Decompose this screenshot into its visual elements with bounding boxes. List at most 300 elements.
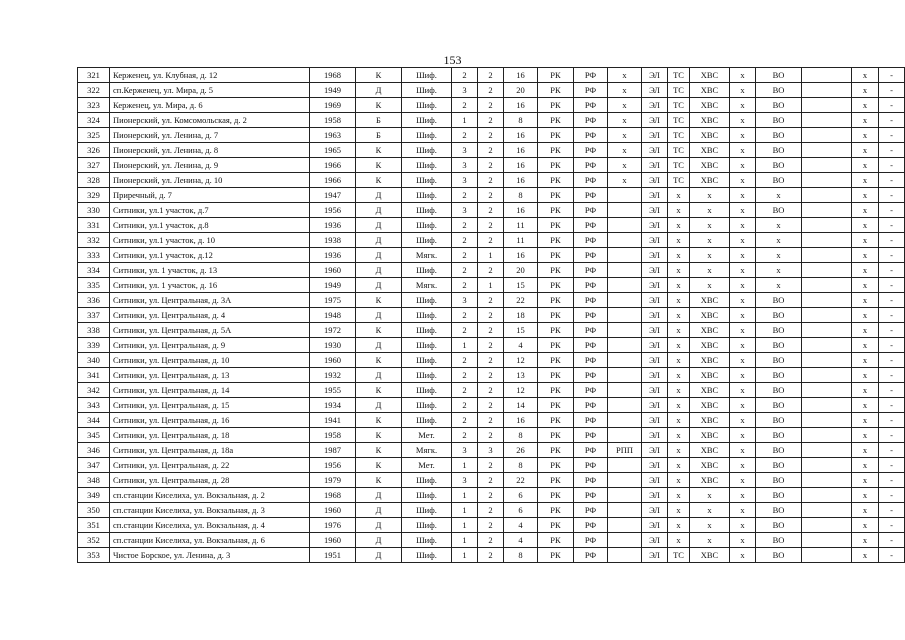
address-cell: сп.станции Киселиха, ул. Вокзальная, д. 3 — [110, 503, 310, 518]
table-cell: РК — [538, 308, 574, 323]
table-cell: РФ — [574, 113, 608, 128]
table-cell: ТС — [668, 98, 690, 113]
table-row — [78, 353, 905, 368]
table-cell: РФ — [574, 233, 608, 248]
row-number-cell: 332 — [78, 233, 110, 248]
table-cell: РФ — [574, 443, 608, 458]
table-cell: 3 — [452, 143, 478, 158]
table-cell: Мягк. — [402, 248, 452, 263]
table-cell: х — [730, 128, 756, 143]
table-cell: ТС — [668, 128, 690, 143]
table-cell: х — [852, 203, 879, 218]
table-cell: ХВС — [690, 473, 730, 488]
table-cell: х — [730, 473, 756, 488]
table-cell: РК — [538, 233, 574, 248]
table-row — [78, 338, 905, 353]
table-row — [78, 518, 905, 533]
table-cell: - — [879, 68, 905, 83]
table-cell: К — [356, 383, 402, 398]
table-cell: х — [690, 518, 730, 533]
table-cell: Д — [356, 188, 402, 203]
row-number-cell: 338 — [78, 323, 110, 338]
table-cell: ТС — [668, 113, 690, 128]
address-cell: сп.станции Киселиха, ул. Вокзальная, д. 4 — [110, 518, 310, 533]
table-cell: 1958 — [310, 428, 356, 443]
table-cell: х — [852, 323, 879, 338]
table-cell: х — [668, 428, 690, 443]
table-cell: х — [690, 533, 730, 548]
table-cell: 2 — [478, 143, 504, 158]
table-cell: Д — [356, 338, 402, 353]
table-cell: РК — [538, 188, 574, 203]
address-cell: Керженец, ул. Мира, д. 6 — [110, 98, 310, 113]
table-cell — [608, 383, 642, 398]
table-cell: ТС — [668, 548, 690, 563]
table-cell: х — [668, 203, 690, 218]
table-cell: х — [852, 473, 879, 488]
table-cell: - — [879, 263, 905, 278]
table-cell: ВО — [756, 398, 802, 413]
table-cell: х — [852, 488, 879, 503]
table-cell: РК — [538, 173, 574, 188]
table-cell: 6 — [504, 488, 538, 503]
row-number-cell: 326 — [78, 143, 110, 158]
table-cell: х — [852, 428, 879, 443]
table-cell — [802, 428, 852, 443]
table-cell: Мет. — [402, 458, 452, 473]
table-cell: Шиф. — [402, 173, 452, 188]
table-cell: 1947 — [310, 188, 356, 203]
table-cell: х — [690, 218, 730, 233]
address-cell: Ситники, ул.1 участок, д.8 — [110, 218, 310, 233]
address-cell: Чистое Борское, ул. Ленина, д. 3 — [110, 548, 310, 563]
table-cell: 2 — [478, 263, 504, 278]
table-cell: 2 — [452, 278, 478, 293]
table-cell: х — [756, 233, 802, 248]
table-cell: ЭЛ — [642, 488, 668, 503]
table-row — [78, 158, 905, 173]
table-cell: х — [756, 188, 802, 203]
table-cell: РФ — [574, 548, 608, 563]
table-cell: 3 — [452, 203, 478, 218]
address-cell: сп.станции Киселиха, ул. Вокзальная, д. 6 — [110, 533, 310, 548]
table-cell: 4 — [504, 518, 538, 533]
table-cell: х — [852, 443, 879, 458]
table-cell: х — [730, 398, 756, 413]
table-row — [78, 308, 905, 323]
table-cell: К — [356, 323, 402, 338]
table-cell — [608, 473, 642, 488]
address-cell: Ситники, ул. Центральная, д. 15 — [110, 398, 310, 413]
table-cell — [802, 353, 852, 368]
table-cell: РФ — [574, 263, 608, 278]
table-cell: 2 — [478, 518, 504, 533]
table-cell: РФ — [574, 203, 608, 218]
table-cell: ХВС — [690, 158, 730, 173]
table-cell: ВО — [756, 428, 802, 443]
table-row — [78, 143, 905, 158]
table-cell: Д — [356, 263, 402, 278]
table-cell: РК — [538, 128, 574, 143]
table-cell: Шиф. — [402, 488, 452, 503]
table-cell: К — [356, 353, 402, 368]
table-cell: ХВС — [690, 338, 730, 353]
table-cell: К — [356, 98, 402, 113]
table-cell: 1951 — [310, 548, 356, 563]
table-cell: - — [879, 248, 905, 263]
table-cell: РФ — [574, 518, 608, 533]
table-cell: ВО — [756, 308, 802, 323]
table-cell: - — [879, 338, 905, 353]
row-number-cell: 323 — [78, 98, 110, 113]
table-cell: РК — [538, 518, 574, 533]
table-cell: ХВС — [690, 323, 730, 338]
address-cell: Ситники, ул. Центральная, д. 3А — [110, 293, 310, 308]
table-cell: х — [730, 233, 756, 248]
table-cell — [608, 188, 642, 203]
table-cell: РФ — [574, 368, 608, 383]
table-cell: х — [608, 113, 642, 128]
table-cell: ВО — [756, 128, 802, 143]
table-cell: - — [879, 323, 905, 338]
table-cell: 1936 — [310, 218, 356, 233]
table-cell: РФ — [574, 383, 608, 398]
table-cell: 2 — [452, 308, 478, 323]
table-cell: РК — [538, 353, 574, 368]
table-cell: Шиф. — [402, 308, 452, 323]
table-row — [78, 533, 905, 548]
table-cell: 2 — [478, 293, 504, 308]
table-cell — [802, 293, 852, 308]
address-cell: Ситники, ул. Центральная, д. 18а — [110, 443, 310, 458]
row-number-cell: 324 — [78, 113, 110, 128]
table-cell: 1958 — [310, 113, 356, 128]
table-cell: 3 — [452, 473, 478, 488]
table-cell: РФ — [574, 338, 608, 353]
table-cell: 1938 — [310, 233, 356, 248]
table-cell: ТС — [668, 83, 690, 98]
table-cell: 1960 — [310, 503, 356, 518]
table-row — [78, 443, 905, 458]
address-cell: Ситники, ул. Центральная, д. 18 — [110, 428, 310, 443]
table-cell: Мягк. — [402, 443, 452, 458]
table-cell — [608, 428, 642, 443]
table-cell: ЭЛ — [642, 233, 668, 248]
table-cell: РК — [538, 98, 574, 113]
table-cell: РК — [538, 203, 574, 218]
table-cell: РФ — [574, 458, 608, 473]
table-cell: х — [668, 293, 690, 308]
table-cell: 2 — [478, 503, 504, 518]
table-cell: х — [608, 68, 642, 83]
table-cell: РФ — [574, 488, 608, 503]
row-number-cell: 342 — [78, 383, 110, 398]
table-cell: РК — [538, 533, 574, 548]
row-number-cell: 340 — [78, 353, 110, 368]
table-cell: ВО — [756, 383, 802, 398]
table-cell: ХВС — [690, 428, 730, 443]
table-cell — [608, 548, 642, 563]
table-cell: - — [879, 503, 905, 518]
table-cell: Д — [356, 368, 402, 383]
row-number-cell: 334 — [78, 263, 110, 278]
table-cell — [608, 488, 642, 503]
row-number-cell: 331 — [78, 218, 110, 233]
row-number-cell: 333 — [78, 248, 110, 263]
table-cell: х — [730, 368, 756, 383]
table-cell: РК — [538, 413, 574, 428]
table-row — [78, 128, 905, 143]
table-cell: К — [356, 443, 402, 458]
table-cell: х — [852, 308, 879, 323]
table-cell — [608, 263, 642, 278]
table-cell: К — [356, 428, 402, 443]
table-cell: х — [730, 428, 756, 443]
table-cell: 1949 — [310, 278, 356, 293]
table-cell: ЭЛ — [642, 473, 668, 488]
table-row — [78, 398, 905, 413]
table-cell — [802, 218, 852, 233]
table-cell: Шиф. — [402, 98, 452, 113]
table-cell: 1 — [452, 503, 478, 518]
table-cell: РФ — [574, 428, 608, 443]
table-cell: - — [879, 188, 905, 203]
table-cell: РК — [538, 383, 574, 398]
table-row — [78, 68, 905, 83]
table-cell — [608, 233, 642, 248]
table-cell: Б — [356, 113, 402, 128]
table-cell: Шиф. — [402, 503, 452, 518]
table-cell: ЭЛ — [642, 83, 668, 98]
table-cell: Д — [356, 248, 402, 263]
address-cell: Керженец, ул. Клубная, д. 12 — [110, 68, 310, 83]
table-cell: ЭЛ — [642, 128, 668, 143]
table-cell: х — [852, 128, 879, 143]
table-cell: ХВС — [690, 308, 730, 323]
table-cell: - — [879, 83, 905, 98]
table-cell: Д — [356, 83, 402, 98]
table-cell: х — [852, 413, 879, 428]
table-cell — [802, 548, 852, 563]
table-cell: х — [608, 128, 642, 143]
table-cell: ХВС — [690, 98, 730, 113]
row-number-cell: 346 — [78, 443, 110, 458]
address-cell: Ситники, ул. Центральная, д. 14 — [110, 383, 310, 398]
table-row — [78, 473, 905, 488]
row-number-cell: 343 — [78, 398, 110, 413]
table-cell: 1955 — [310, 383, 356, 398]
table-cell: РК — [538, 443, 574, 458]
table-cell: 8 — [504, 428, 538, 443]
table-cell: ТС — [668, 173, 690, 188]
row-number-cell: 335 — [78, 278, 110, 293]
table-cell: РК — [538, 488, 574, 503]
table-cell: ЭЛ — [642, 368, 668, 383]
table-cell: ВО — [756, 353, 802, 368]
table-cell: ХВС — [690, 68, 730, 83]
table-row — [78, 383, 905, 398]
table-cell: - — [879, 413, 905, 428]
table-cell: Д — [356, 278, 402, 293]
table-cell: 6 — [504, 503, 538, 518]
row-number-cell: 330 — [78, 203, 110, 218]
table-cell: 1956 — [310, 203, 356, 218]
table-cell: х — [730, 68, 756, 83]
table-cell — [802, 173, 852, 188]
table-cell: К — [356, 293, 402, 308]
table-cell: К — [356, 143, 402, 158]
table-row — [78, 218, 905, 233]
table-cell: РФ — [574, 68, 608, 83]
table-row — [78, 503, 905, 518]
table-cell: 20 — [504, 263, 538, 278]
table-cell: Шиф. — [402, 383, 452, 398]
table-cell: ВО — [756, 533, 802, 548]
table-cell: 22 — [504, 293, 538, 308]
table-cell: РК — [538, 218, 574, 233]
table-cell: - — [879, 398, 905, 413]
table-row — [78, 188, 905, 203]
table-cell: 2 — [452, 188, 478, 203]
address-cell: Ситники, ул. Центральная, д. 5А — [110, 323, 310, 338]
table-cell: - — [879, 173, 905, 188]
table-cell: - — [879, 548, 905, 563]
table-cell: ХВС — [690, 113, 730, 128]
table-cell: 2 — [478, 233, 504, 248]
address-cell: Ситники, ул. Центральная, д. 10 — [110, 353, 310, 368]
table-row — [78, 233, 905, 248]
table-cell: х — [852, 188, 879, 203]
table-cell: ЭЛ — [642, 248, 668, 263]
table-cell: Шиф. — [402, 398, 452, 413]
table-cell: Д — [356, 518, 402, 533]
table-cell: ВО — [756, 203, 802, 218]
table-cell: К — [356, 68, 402, 83]
table-cell: 2 — [452, 428, 478, 443]
row-number-cell: 348 — [78, 473, 110, 488]
table-cell: ВО — [756, 548, 802, 563]
table-cell — [608, 293, 642, 308]
table-cell: ЭЛ — [642, 503, 668, 518]
table-cell — [608, 278, 642, 293]
table-cell: РФ — [574, 503, 608, 518]
table-cell: х — [668, 383, 690, 398]
table-cell: 16 — [504, 248, 538, 263]
row-number-cell: 351 — [78, 518, 110, 533]
table-cell: - — [879, 458, 905, 473]
table-cell: х — [730, 458, 756, 473]
table-cell: ЭЛ — [642, 533, 668, 548]
table-cell: - — [879, 113, 905, 128]
table-cell: - — [879, 143, 905, 158]
table-cell: - — [879, 368, 905, 383]
table-cell: 2 — [478, 308, 504, 323]
table-cell: х — [852, 83, 879, 98]
table-cell — [608, 308, 642, 323]
table-cell: 16 — [504, 68, 538, 83]
table-cell: х — [730, 323, 756, 338]
table-cell: 1976 — [310, 518, 356, 533]
table-cell — [802, 233, 852, 248]
table-cell: ХВС — [690, 548, 730, 563]
table-cell: 11 — [504, 218, 538, 233]
table-cell — [802, 263, 852, 278]
table-cell: 1 — [452, 338, 478, 353]
table-cell: РФ — [574, 98, 608, 113]
table-cell: ЭЛ — [642, 68, 668, 83]
table-cell: х — [852, 338, 879, 353]
table-cell: 1 — [452, 113, 478, 128]
table-cell: ВО — [756, 323, 802, 338]
table-cell: х — [690, 188, 730, 203]
table-cell: 2 — [452, 323, 478, 338]
page-number: 153 — [443, 53, 462, 67]
table-row — [78, 83, 905, 98]
table-cell: РФ — [574, 353, 608, 368]
table-cell: 2 — [452, 413, 478, 428]
table-cell: ЭЛ — [642, 113, 668, 128]
table-cell: 2 — [478, 128, 504, 143]
table-row — [78, 323, 905, 338]
table-cell — [608, 368, 642, 383]
address-cell: сп.станции Киселиха, ул. Вокзальная, д. 2 — [110, 488, 310, 503]
row-number-cell: 341 — [78, 368, 110, 383]
table-cell: Шиф. — [402, 518, 452, 533]
table-cell: ХВС — [690, 143, 730, 158]
address-cell: Пионерский, ул. Ленина, д. 10 — [110, 173, 310, 188]
table-cell: х — [608, 173, 642, 188]
table-cell: х — [730, 113, 756, 128]
table-cell: х — [730, 353, 756, 368]
table-cell — [802, 503, 852, 518]
table-cell: РПП — [608, 443, 642, 458]
address-cell: Ситники, ул. Центральная, д. 22 — [110, 458, 310, 473]
table-cell: Шиф. — [402, 293, 452, 308]
table-cell: х — [608, 143, 642, 158]
table-cell: х — [852, 368, 879, 383]
address-cell: Ситники, ул. Центральная, д. 16 — [110, 413, 310, 428]
table-cell: 2 — [478, 98, 504, 113]
table-cell: х — [852, 263, 879, 278]
table-cell: 1 — [452, 488, 478, 503]
table-cell: 3 — [452, 83, 478, 98]
table-cell: 1941 — [310, 413, 356, 428]
table-cell: Шиф. — [402, 368, 452, 383]
table-cell: 26 — [504, 443, 538, 458]
table-cell: х — [730, 518, 756, 533]
table-cell: х — [668, 473, 690, 488]
table-cell: х — [690, 278, 730, 293]
table-cell: 2 — [478, 398, 504, 413]
table-cell: 2 — [478, 218, 504, 233]
table-cell: 3 — [478, 443, 504, 458]
table-cell: х — [852, 398, 879, 413]
table-cell: х — [730, 188, 756, 203]
table-cell — [802, 368, 852, 383]
table-cell: 16 — [504, 203, 538, 218]
table-cell — [608, 503, 642, 518]
table-cell — [802, 383, 852, 398]
table-cell: Мет. — [402, 428, 452, 443]
table-cell: РК — [538, 143, 574, 158]
table-cell: х — [756, 218, 802, 233]
table-cell: ВО — [756, 368, 802, 383]
row-number-cell: 337 — [78, 308, 110, 323]
table-cell: РФ — [574, 533, 608, 548]
table-cell: 1932 — [310, 368, 356, 383]
table-cell: 1934 — [310, 398, 356, 413]
table-cell: 2 — [478, 383, 504, 398]
